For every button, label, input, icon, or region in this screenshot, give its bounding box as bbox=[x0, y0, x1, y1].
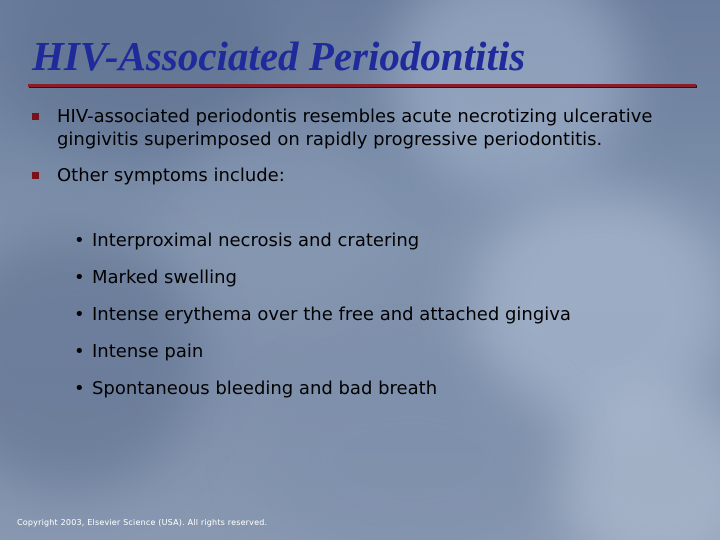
sub-bullet-text: Interproximal necrosis and cratering bbox=[92, 230, 420, 251]
slide-title: HIV-Associated Periodontitis bbox=[32, 33, 526, 79]
sub-bullet-text: Intense erythema over the free and attached gingiva bbox=[92, 304, 571, 325]
dot-bullet-icon: • bbox=[74, 230, 85, 251]
copyright-footer: Copyright 2003, Elsevier Science (USA). All rights reserved. bbox=[17, 518, 268, 527]
dot-bullet-icon: • bbox=[74, 378, 85, 399]
bullet-item bbox=[30, 105, 660, 151]
sub-bullet-item bbox=[74, 340, 571, 363]
sub-bullet-text: Marked swelling bbox=[92, 267, 237, 288]
title-underline bbox=[28, 84, 696, 87]
bullet-item bbox=[30, 164, 660, 187]
bullet-text: Other symptoms include: bbox=[57, 165, 285, 186]
sub-bullet-list bbox=[74, 229, 571, 414]
sub-bullet-item bbox=[74, 266, 571, 289]
bullet-list bbox=[30, 105, 660, 200]
square-bullet-icon bbox=[32, 172, 39, 179]
sub-bullet-text: Intense pain bbox=[92, 341, 204, 362]
dot-bullet-icon: • bbox=[74, 341, 85, 362]
bullet-text: HIV-associated periodontis resembles acute necrotizing ulcerative gingivitis superimposed on rapidly progressive periodontitis. bbox=[57, 106, 653, 150]
dot-bullet-icon: • bbox=[74, 267, 85, 288]
sub-bullet-item bbox=[74, 303, 571, 326]
sub-bullet-text: Spontaneous bleeding and bad breath bbox=[92, 378, 438, 399]
sub-bullet-item bbox=[74, 229, 571, 252]
square-bullet-icon bbox=[32, 113, 39, 120]
dot-bullet-icon: • bbox=[74, 304, 85, 325]
sub-bullet-item bbox=[74, 377, 571, 400]
